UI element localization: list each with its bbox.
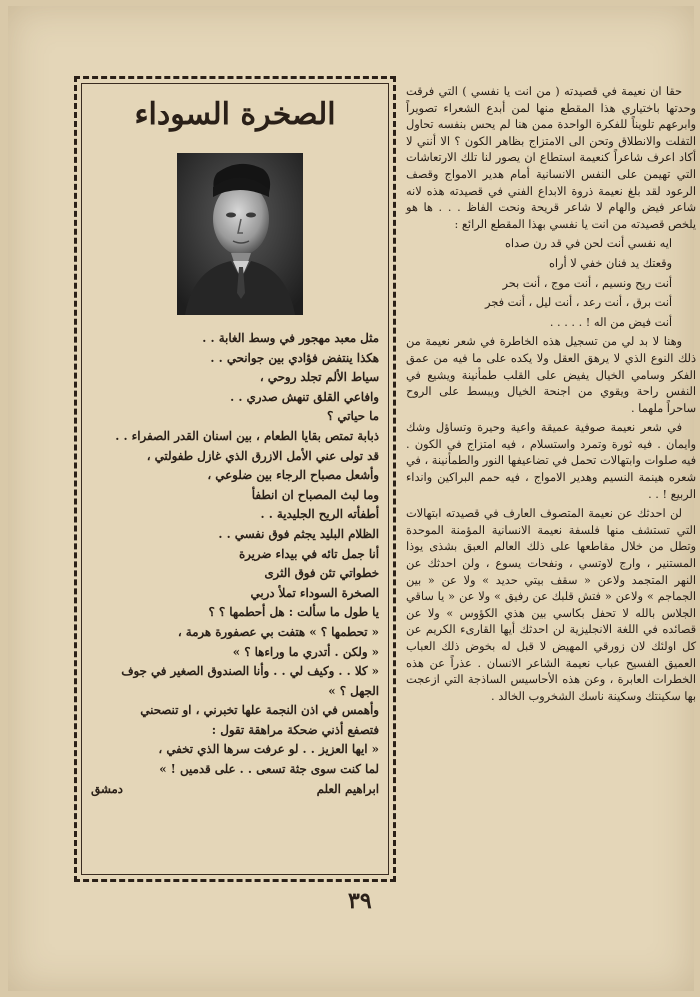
poem-line: خطواتي تئن فوق الثرى (264, 566, 379, 581)
poem-author: ابراهيم العلم (316, 781, 379, 796)
poem-line: قد تولى عني الأمل الازرق الذي غازل طفولتي ، (146, 448, 379, 463)
poem-line: « تحطمها ؟ » هتفت بي عصفورة هرمة ، (177, 624, 379, 639)
page-number: ٣٩ (348, 888, 372, 914)
article-paragraph: لن احدثك عن نعيمة المتصوف العارف في قصيدته ابتهالات التي تستشف منها فلسفة نعيمة الانسانية المؤمنة الموحدة وتطل من خلال مقاطعها على ذلك العالم العبق بشذى يوذا المستنير ، وارج لاوتسي ، ونفحات يسوع ، ولن احدثك عن النهر المتجمد ولاعن « سقف بيتي حديد » ولا عن « بين الجماجم » ولاعن « فتش قلبك عن رفيق » ولا عن « يا ساقي الجلاس بالله لا تحفل بكاسي بين هذي الكؤوس » ولا عن قصائده في اللغة الانجليزية لن احدثك أيها القارىء الكريم عن كل اولئك لان زورقي المهيض لا قبل له بخوض ذلك العباب العميق الفسيح عباب نعيمة الشاعر الانسان . عذراً عن هذه الخطرات العابرة ، وعن هذه الأحاسيس الساذجة التي ازعجت بها سكينتك وسكينة ناسك الشخروب الخالد . (406, 507, 696, 703)
poem-line: وافاعي القلق تنهش صدري . . (230, 389, 379, 404)
poem-line: لما كنت سوى جثة تسعى . . على قدميں ! » (159, 762, 379, 777)
poem-line: « ولكن . أتدري ما وراءها ؟ » (232, 644, 379, 659)
article-paragraph: حقا ان نعيمة في قصيدته ( من انت يا نفسي ) التي فرقت وحدتها باختياري هذا المقطع منها لمن أبدع الشعراء تصويراً وابرعهم تلويناً للفكرة الواحدة ممن هنا لم يحس بنفسه تحاول التفلت والانطلاق وتحن الى الامتزاج بظاهر الكون ؟ الا أنني لا أكاد اعرف شاعراً كنعيمة استطاع ان يصور لنا تلك الارتعاشات التي تهيمن على النفس الانسانية أمام هدير الامواج وقصف الرعود لقد بلغ نعيمة ذروة الابداع الفني في قصيدته هذه لانه شاعر فيض والهام لا شاعر قريحة ونحت الفاظ . . . ها هو يلخص قصيدته من انت يا نفسي بهذا المقطع الرائع : (406, 85, 696, 231)
poem-line: مثل معبد مهجور في وسط الغابة . . (202, 331, 379, 345)
poem-text (91, 329, 379, 799)
author-portrait (177, 153, 303, 315)
poem-line: أنا جمل تائه في بيداء ضريرة (238, 546, 379, 561)
article-paragraph: وهنا لا بد لي من تسجيل هذه الخاطرة في شعر نعيمة من ذلك النوع الذي لا يرهق العقل ولا يكده على ما فيه من عمق الفكر وسامي الخيال يفيض على القلب طمأنينة ويشيع في النفس راحة ويقوي من اجنحة الخيال ويبسط على الروح ساحراً ملهما . (406, 335, 696, 415)
poem-line: الجهل ؟ » (328, 683, 379, 698)
poem-box (74, 76, 396, 882)
article-column (406, 84, 696, 708)
portrait-image (177, 153, 303, 315)
poem-line: هكذا ينتفض فؤادي بين جوانحي . . (210, 350, 379, 365)
poem-line: الظلام البليد يجثم فوق نفسي . . (218, 526, 379, 541)
poem-title: الصخرة السوداء (134, 97, 336, 132)
poem-line: وما لبث المصباح ان انطفأ (251, 487, 379, 502)
poem-line: ذبابة تمتص بقايا الطعام ، بين اسنان القدر الصفراء . . (115, 428, 379, 443)
poem-line: وأهمس في اذن النجمة علها تخبرني ، او تنصحني (140, 703, 379, 718)
poem-line: سياط الألم تجلد روحي ، (259, 370, 379, 385)
poem-line: فتصفع أذني ضحكة مراهقة تقول : (211, 722, 379, 737)
poem-line: ما حياتي ؟ (327, 409, 379, 424)
poem-signature (91, 780, 379, 800)
magazine-page (8, 6, 694, 991)
quoted-poem-line: أنت فيض من اله ! . . . . . (549, 315, 672, 329)
quoted-poem-line: ايه نفسي أنت لحن في قد رن صداه (504, 237, 672, 251)
poem-city: دمشق (91, 781, 123, 796)
poem-line: يا طول ما سألت : هل أحطمها ؟ ؟ (208, 605, 379, 620)
article-paragraph: في شعر نعيمة صوفية عميقة واعية وحيرة وتساؤل وشك وايمان . فيه ثورة وتمرد واستسلام ، فيه امتزاج في الكون . فيه صلوات وابتهالات تحمل في تضاعيفها النور والطمأنينة ، في شعره هينمة النسيم وهدير الامواج ، فيه حمم البراكين وانداء الربيع ! . . (406, 421, 696, 501)
poem-line: الصخرة السوداء تملأ دربي (250, 585, 379, 600)
quoted-poem-line: أنت ريح ونسيم ، أنت موج ، أنت بحر (502, 276, 672, 290)
poem-line: « ايها العزيز . . لو عرفت سرها الذي تخفي ، (158, 742, 379, 757)
poem-line: « كلا . . وكيف لي . . وأنا الصندوق الصغير في جوف (121, 664, 379, 679)
quoted-poem-line: وقعتك يد فنان خفي لا أراه (548, 256, 672, 270)
quoted-poem-line: أنت برق ، أنت رعد ، أنت ليل ، أنت فجر (485, 296, 672, 310)
poem-line: وأشعل مصباح الرجاء بين ضلوعي ، (207, 468, 379, 483)
poem-line: أطفأته الريح الجليدية . . (260, 507, 379, 522)
